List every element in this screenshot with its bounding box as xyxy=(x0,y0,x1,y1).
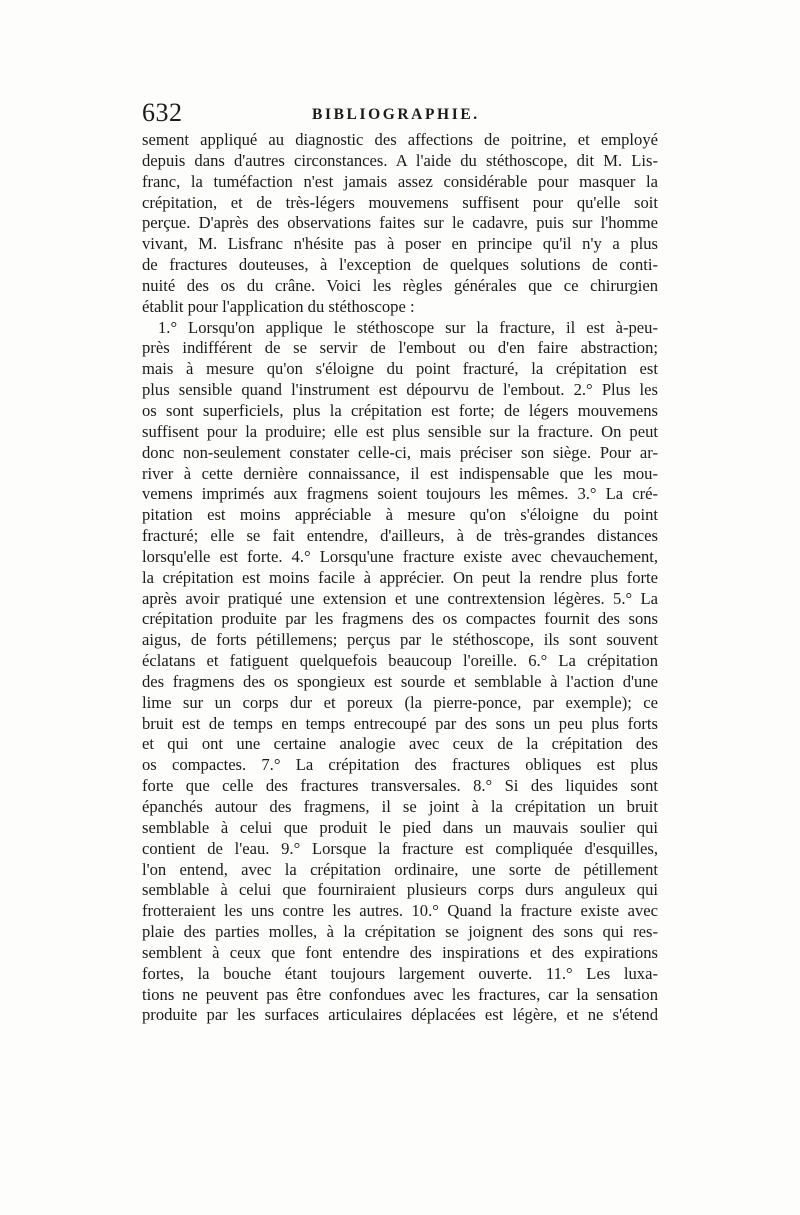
running-title: BIBLIOGRAPHIE. xyxy=(312,106,480,123)
text-line: et qui ont une certaine analogie avec ceux de la crépitation des xyxy=(142,734,658,754)
text-line: après avoir pratiqué une extension et une contrextension légères. 5.° La xyxy=(142,588,658,608)
page-number: 632 xyxy=(142,98,183,127)
text-line: la crépitation est moins facile à apprécier. On peut la rendre plus forte xyxy=(142,567,658,587)
text-line: vemens imprimés aux fragmens soient toujours les mêmes. 3.° La cré- xyxy=(142,484,658,504)
text-line: mais à mesure qu'on s'éloigne du point fracturé, la crépitation est xyxy=(142,359,658,379)
text-line: aigus, de forts pétillemens; perçus par le stéthoscope, ils sont souvent xyxy=(142,630,658,650)
text-line: fortes, la bouche étant toujours largement ouverte. 11.° Les luxa- xyxy=(142,963,658,983)
text-line: frotteraient les uns contre les autres. 10.° Quand la fracture existe avec xyxy=(142,901,658,921)
text-line: os sont superficiels, plus la crépitation est forte; de légers mouvemens xyxy=(142,400,658,420)
text-line: près indifférent de se servir de l'embout ou d'en faire abstraction; xyxy=(142,338,658,358)
text-line: éclatans et fatiguent quelquefois beaucoup l'oreille. 6.° La crépitation xyxy=(142,651,658,671)
text-line: sement appliqué au diagnostic des affections de poitrine, et employé xyxy=(142,130,658,149)
text-line: l'on entend, avec la crépitation ordinaire, une sorte de pétillement xyxy=(142,859,658,879)
text-line: des fragmens des os spongieux est sourde et semblable à l'action d'une xyxy=(142,671,658,691)
text-line: river à cette dernière connaissance, il est indispensable que les mou- xyxy=(142,463,658,483)
text-line: contient de l'eau. 9.° Lorsque la fracture est compliquée d'esquilles, xyxy=(142,838,658,858)
text-line: épanchés autour des fragmens, il se joint à la crépitation un bruit xyxy=(142,797,658,816)
text-line: semblable à celui que produit le pied dans un mauvais soulier qui xyxy=(142,817,658,837)
text-line: forte que celle des fractures transversales. 8.° Si des liquides sont xyxy=(142,776,658,796)
text-line: suffisent pour la produire; elle est plus sensible sur la fracture. On peut xyxy=(142,421,658,441)
text-line: nuité des os du crâne. Voici les règles générales que ce chirurgien xyxy=(142,275,658,295)
text-line: crépitation, et de très-légers mouvemens suffisent pour qu'elle soit xyxy=(142,192,658,212)
text-line: crépitation produite par les fragmens des os compactes fournit des sons xyxy=(142,609,658,629)
text-line: plus sensible quand l'instrument est dépourvu de l'embout. 2.° Plus les xyxy=(142,380,658,400)
text-line: depuis dans d'autres circonstances. A l'aide du stéthoscope, dit M. Lis- xyxy=(142,150,658,170)
text-line: os compactes. 7.° La crépitation des fractures obliques est plus xyxy=(142,755,658,775)
text-line: tions ne peuvent pas être confondues avec les fractures, car la sensation xyxy=(142,984,658,1004)
text-line: bruit est de temps en temps entrecoupé par des sons un peu plus forts xyxy=(142,713,658,733)
text-line: franc, la tuméfaction n'est jamais assez considérable pour masquer la xyxy=(142,171,658,191)
text-line: semblable à celui que fourniraient plusieurs corps durs anguleux qui xyxy=(142,880,658,900)
text-line: établit pour l'application du stéthoscope : xyxy=(142,296,415,316)
text-line: perçue. D'après des observations faites sur le cadavre, puis sur l'homme xyxy=(142,213,658,233)
text-line: pitation est moins appréciable à mesure qu'on s'éloigne du point xyxy=(142,505,658,525)
text-line: produite par les surfaces articulaires déplacées est légère, et ne s'étend xyxy=(142,1005,658,1025)
text-line: vivant, M. Lisfranc n'hésite pas à poser en principe qu'il n'y a plus xyxy=(142,234,658,254)
page-header xyxy=(142,98,658,130)
text-line: donc non-seulement constater celle-ci, mais préciser son siège. Pour ar- xyxy=(142,442,658,462)
text-line: 1.° Lorsqu'on applique le stéthoscope sur la fracture, il est à-peu- xyxy=(158,317,658,337)
text-line: fracturé; elle se fait entendre, d'ailleurs, à de très-grandes distances xyxy=(142,526,658,546)
body-text xyxy=(142,130,658,1026)
text-line: semblent à ceux que font entendre des inspirations et des expirations xyxy=(142,942,658,962)
text-line: de fractures douteuses, à l'exception de quelques solutions de conti- xyxy=(142,255,658,275)
text-line: lime sur un corps dur et poreux (la pierre-ponce, par exemple); ce xyxy=(142,692,658,712)
text-line: plaie des parties molles, à la crépitation se joignent des sons qui res- xyxy=(142,922,658,942)
text-line: lorsqu'elle est forte. 4.° Lorsqu'une fracture existe avec chevauchement, xyxy=(142,546,658,566)
